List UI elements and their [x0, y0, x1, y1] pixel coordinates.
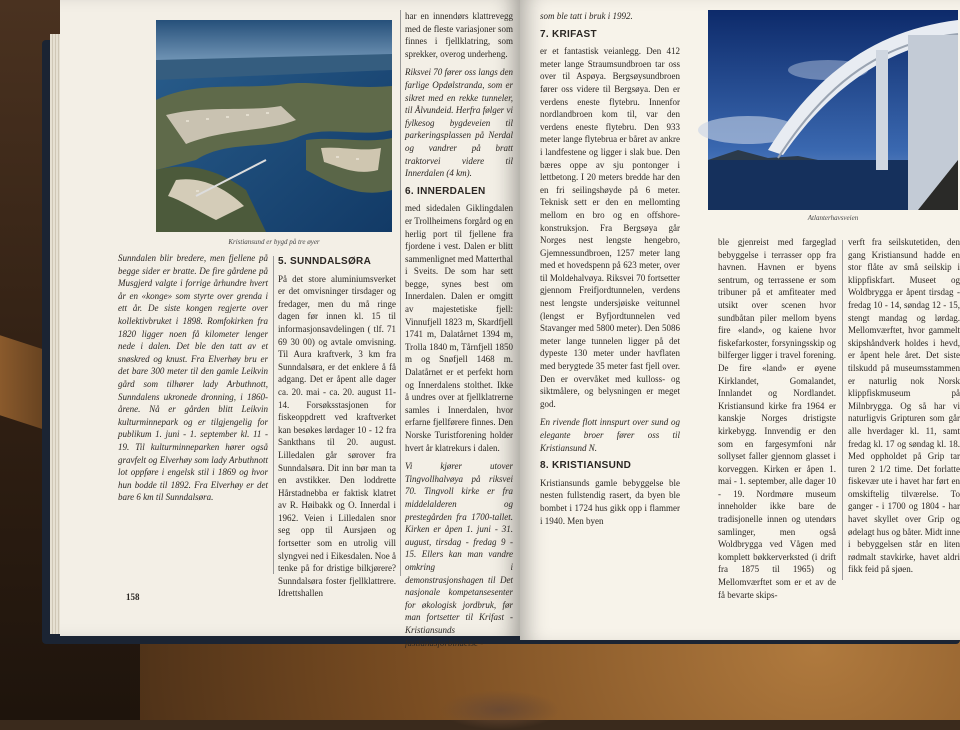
section-text: På det store aluminiumsverket er det omvisninger tirsdager og fredager, men du må ringe dagen før innen kl. 15 til informasjonsavdelingen ( tlf. 71 69 30 00) og avtale omvisning. Til Aura kraftverk, 3 km fra Sunndalsøra, er det enklere å få adgang. Det er åpent alle dager ca. 20. mai - ca. 20. august 11-14. Forsøksstasjonen for fiskeoppdrett ved kraftverket kan besøkes lørdager 10 - 12 fra Sankthans til 20. august. Lilledalen går sørover fra Sunndalsøra. Dit inn bør man ta en avstikker. Den loddrette Hårstadnebba er faktisk klatret av R. Høibakk og O. Innerdal i 1962. Veien i Lilledalen snor seg opp til Aursjøen og fortsetter som en utrolig vill slyngvei ned i Eikesdalen. Noe å tenke på for dristige bilkjørere? Sunndalsøra foster fjellklattrere. Idrettshallen — [278, 273, 396, 599]
open-book — [38, 0, 960, 650]
krifast-column — [540, 10, 680, 590]
page-number: 158 — [126, 592, 140, 602]
kristiansund-column — [718, 236, 836, 600]
photo-caption: Atlanterhavsveien — [807, 214, 859, 222]
sunndalsora-column — [278, 252, 396, 599]
atlantic-road-bridge-photo — [708, 10, 958, 210]
section-text: er et fantastisk veianlegg. Den 412 meter lange Straumsundbroen tar oss over til Aspøya. Bergsøysundbroen fører oss videre til Bergsøya. Den er verdens eneste flytebru. Innenfor nordlandbroen kom til, var den verdens eneste flytebru. Den 933 meter lange flytebrua er båret av ankre i landfestene og ligger i slak bue. Den bæres oppe av sju pontonger i lettbetong. I 20 meters bredde har den en fri seilingshøyde på 6 meter. Teknisk sett er den en mellomting mellom en bro og en offshore-konstruksjon. Fra Bergsøya går Norges nest lengste hengebro, Gjemnessundbroen, 1257 meter lang med et hovedspenn på 623 meter, over til Moldehalvøya. Riksvei 70 fortsetter gjennom Freifjordtunnelen, verdens nest lengste undersjøiske veitunnel (lengst er Byfjordtunnelen ved Stavanger med 5800 meter). Den 5086 meter lange tunnelen ligger på det dypeste 130 meter under havflaten med berygtede 35 meter fast fjell over. Den er overvåket med kulloss- og siktmålere, og belysningen er meget god. — [540, 46, 680, 409]
kristiansund-aerial-photo — [156, 20, 392, 232]
innerdalen-column — [405, 10, 513, 648]
photo-caption: Kristiansund er bygd på tre øyer — [228, 238, 320, 246]
left-page — [60, 0, 520, 648]
section-heading: 7. KRIFAST — [540, 28, 597, 40]
section-heading: 8. KRISTIANSUND — [540, 460, 632, 472]
col3-top-text: har en innendørs klattrevegg med de fleste variasjoner som finnes i fjellklatring, som sprekker, overog underheng. — [405, 11, 513, 59]
right-page — [520, 0, 960, 640]
col3-italic-text-2: Vi kjører utover Tingvollhalvøya på riksvei 70. Tingvoll kirke er fra middelalderen og prestegården fra 1700-tallet. Kirken er åpen 1. juni - 31. august, tirsdag - fredag 9 - 15. Ellers kan man vandre omkring i demonstrasjonshagen til Det nasjonale kompetansesenter for økologisk jordbruk, før man fortsetter til Krifast - Kristiansunds fastlandsforbindelse - — [405, 461, 513, 648]
section-text: Kristiansunds gamle bebyggelse ble nesten fullstendig rasert, da byen ble bombet i 1724 hus gikk opp i flammer i 1940. Men byen — [540, 477, 680, 526]
hand-shadow — [440, 690, 560, 730]
section-heading: 5. SUNNDALSØRA — [278, 256, 372, 267]
section-heading: 6. INNERDALEN — [405, 185, 486, 197]
col2-text: ble gjenreist med fargeglad bebyggelse i terrasser opp fra havnen. Havnen er byens sentrum, og terrassene er som tribuner på et amfiteater med utsikt over scenen hvor sundbåtan piler mellom byens fire «land», og kaiene hvor fiskefarkoster, forsyningsskip og bilferger ligger i travel forening. De fire «land» er øyene Kirklandet, Gomalandet, Innlandet og Nordlandet. Kristiansund kirke fra 1964 er kanskje Norges dristigste kirkebygg. Innvendig er den som en fargesymfoni når sollyset faller gjennom glasset i korveggen. Kirken er åpen 1. mai - 1. september, alle dager 10 - 19. Nordmøre museum inneholder ikke bare de tradisjonelle innen og utendørs samlinger, men også Woldbrygga ved Vågen med komplett bøkkerverksted (i drift fra 1875 til 1965) og Mellomværftet som er et av de få bevarte skips- — [718, 237, 836, 600]
museum-column — [848, 236, 960, 590]
col3-text: verft fra seilskutetiden, den gang Kristiansund hadde en stor flåte av små seilskip i klippfiskfart. Museet og Woldbrygga er åpent tirsdag - fredag 10 - 14, søndag 12 - 15, stengt mandag og lørdag. Mellomværftet, hvor gammelt skipshåndverk holdes i hevd, er åpent hele året. Det siste tilskudd på museumsstammen er naturlig nok Norsk klippfiskmuseum på Milnbrygga. Og så har vi naturligvis Gripturen som går alle hverdager kl. 11, samt fredag kl. 17 og søndag kl. 18. Med oppholdet på Grip tar turen 2 1/2 time. Det forlatte fiskevær ute i havet har ført en omskiftelig tilværelse. To ganger - i 1700 og 1804 - har havet skyllet over Grip og ødelagt hus og båter. Midt inne i bebyggelsen står en liten rødmalt stavkirke, havet aldri fikk feid på sjøen. — [848, 237, 960, 575]
italic-note: En rivende flott innspurt over sund og elegante broer fører oss til Kristiansund N. — [540, 417, 680, 453]
col3-italic-text: Riksvei 70 fører oss langs den farlige Opdølstranda, som er sikret med en rekke tunneler, til Ålvundeid. Herfra følger vi fylkesog bygdeveien til parkeringsplassen på Nerdal og vandrer på bratt traktorvei videre til Innerdalen (4 km). — [405, 67, 513, 179]
intro-italic-text: Sunndalen blir bredere, men fjellene på begge sider er bratte. De fire gårdene på Musgjerd valgte i forrige århundre hvert år en «konge» som styrte over grenda i ett år. De siste kongen regjerte over kollektivbruket i 1898. Romfokirken fra 1820 ligger noen få kilometer lenger nede i dalen. Det ble den tatt av et snøskred og knust. Fra Elverhøy bru er det bare 300 meter til den gamle Leikvin gård som tilhører lady Arbuthnott, Sunndalens ukronede dronning, i 1860-årene. Nå er gården blitt Leikvin kulturminnepark og er tilgjengelig for publikum 1. juni - 1. september kl. 11 - 19. Til kulturminneparken hører også gravfelt og Elverhøy som lady Arbuthnott lot oppføre i engelsk stil i 1869 og hvor hun bodde til 1892. Fra Elverhøy er det bare 6 km til Sunndalsøra. — [118, 253, 268, 503]
top-italic-text: som ble tatt i bruk i 1992. — [540, 11, 633, 21]
column-rule — [273, 256, 274, 574]
section-text: med sidedalen Giklingdalen er Trollheimens forgård og en herlig port til fjellene fra fjordene i vest. Dalen er blitt sammenlignet med Matterthal i Sveits. De som har sett begge, synes best om Innerdalen. Dalen er omgitt av majestetiske fjell: Vinnufjell 1823 m, Skardfjell 1741 m, Dalatårnet 1394 m, Trolla 1840 m, Tårnfjell 1850 m og Snøfjell 1468 m. Dalatårnet er et perfekt horn og Innerdalens stolthet. Ikke å undres over at fjellklatrerne samles i Innerdalen, hvor erfarne fjellførere finnes. Den Norske Turistforening holder hvert år klatrekurs i dalen. — [405, 203, 513, 453]
column-rule — [842, 240, 843, 580]
column-rule — [400, 10, 401, 576]
intro-column — [118, 252, 268, 582]
